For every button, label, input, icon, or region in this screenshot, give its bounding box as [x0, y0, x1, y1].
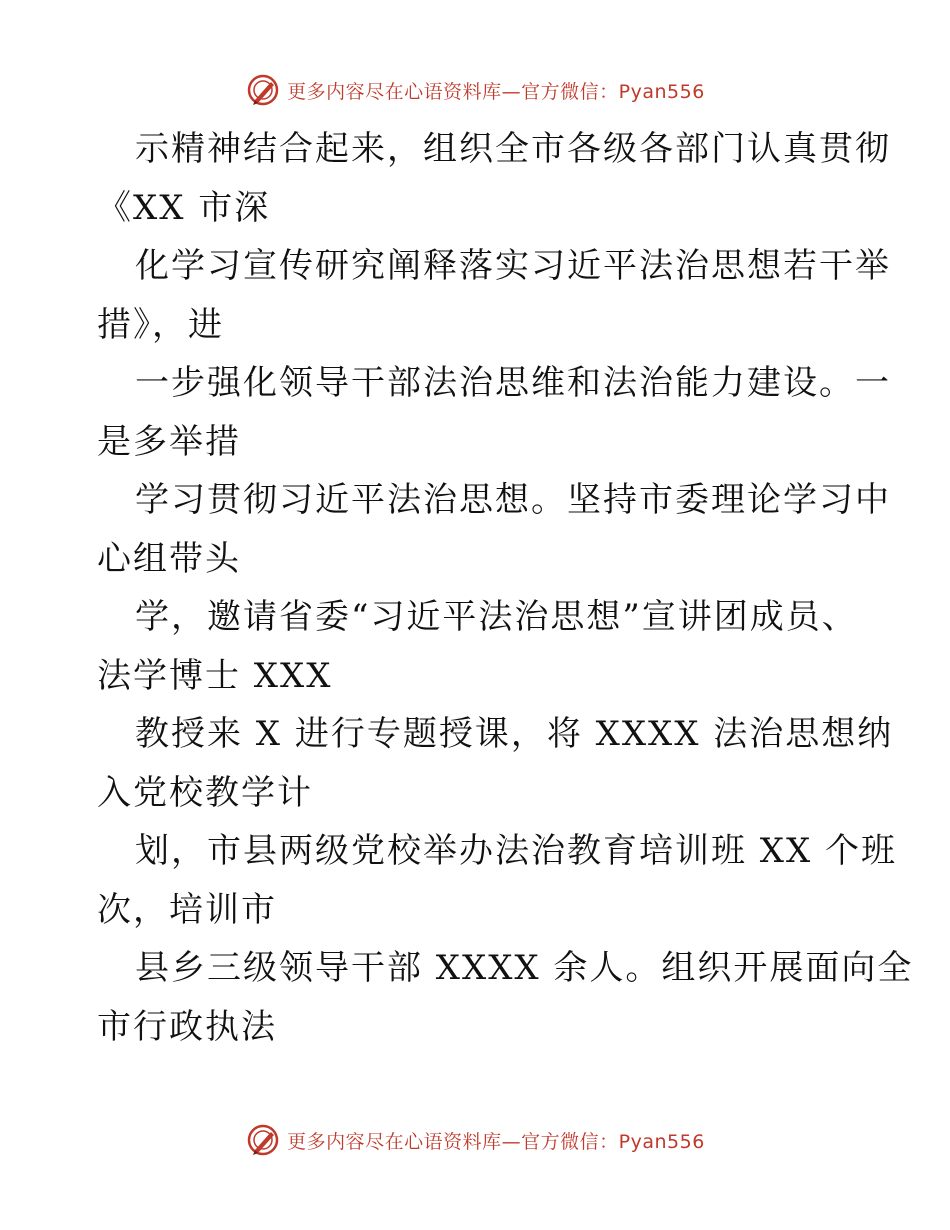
body-line: 化学习宣传研究阐释落实习近平法治思想若干举: [135, 246, 891, 286]
document-body: [97, 120, 914, 1056]
body-line: 教授来 X 进行专题授课，将 XXXX 法治思想纳: [135, 714, 894, 754]
footer-watermark: [0, 1120, 950, 1160]
body-line: 县乡三级领导干部 XXXX 余人。组织开展面向全: [135, 948, 914, 988]
body-line: 学习贯彻习近平法治思想。坚持市委理论学习中: [135, 480, 891, 520]
body-line: 学，邀请省委“习近平法治思想”宣讲团成员、: [135, 597, 858, 637]
body-line: 入党校教学计: [97, 772, 313, 813]
footer-watermark-text: 更多内容尽在心语资料库—官方微信：Pyan556: [287, 1130, 705, 1153]
body-line: 划，市县两级党校举办法治教育培训班 XX 个班: [135, 831, 898, 871]
body-line: 心组带头: [97, 538, 241, 579]
body-line: 一步强化领导干部法治思维和法治能力建设。一: [135, 363, 891, 403]
body-line: 市行政执法: [97, 1006, 277, 1047]
body-line: 法学博士 XXX: [97, 655, 333, 696]
body-line: 措》，进: [97, 304, 224, 345]
pen-circle-logo-icon: [245, 72, 281, 108]
header-watermark: [0, 70, 950, 110]
body-line: 示精神结合起来，组织全市各级各部门认真贯彻: [135, 129, 891, 169]
body-line: 是多举措: [97, 421, 241, 462]
pen-circle-logo-icon: [245, 1122, 281, 1158]
body-line: 次，培训市: [97, 889, 277, 930]
body-line: 《XX 市深: [97, 187, 271, 228]
header-watermark-text: 更多内容尽在心语资料库—官方微信：Pyan556: [287, 80, 705, 103]
